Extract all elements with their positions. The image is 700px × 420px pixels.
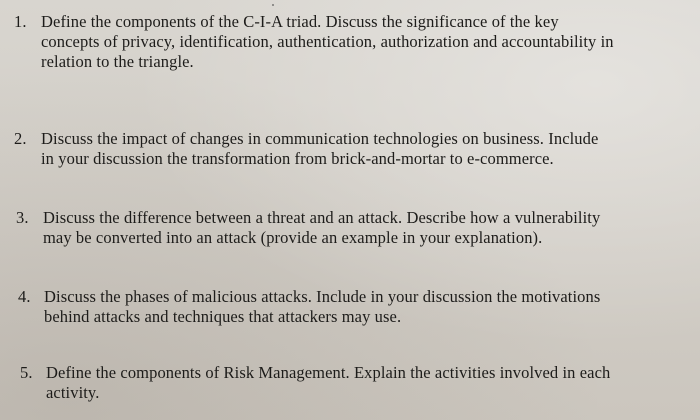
question-3-text	[43, 208, 600, 248]
question-5-text	[46, 363, 610, 403]
question-2-number: 2.	[14, 129, 27, 148]
question-5-line-2: activity.	[46, 383, 100, 402]
question-1-line-2: concepts of privacy, identification, authentication, authorization and accountability in	[41, 32, 614, 51]
question-2-line-2: in your discussion the transformation from brick-and-mortar to e-commerce.	[41, 149, 554, 168]
question-1-text	[41, 12, 614, 72]
question-5-line-1: Define the components of Risk Management. Explain the activities involved in each	[46, 363, 611, 382]
question-4-text	[44, 287, 600, 327]
question-3-line-2: may be converted into an attack (provide an example in your explanation).	[43, 228, 543, 247]
question-4-line-2: behind attacks and techniques that attackers may use.	[44, 307, 402, 326]
question-3-line-1: Discuss the difference between a threat and an attack. Describe how a vulnerability	[43, 208, 601, 227]
question-2-text	[41, 129, 598, 169]
question-4-number: 4.	[18, 287, 31, 306]
question-4-line-1: Discuss the phases of malicious attacks. Include in your discussion the motivations	[44, 287, 601, 306]
question-1-line-3: relation to the triangle.	[41, 52, 194, 71]
question-1-number: 1.	[14, 12, 27, 31]
question-5-number: 5.	[20, 363, 33, 382]
question-3-number: 3.	[16, 208, 29, 227]
question-2-line-1: Discuss the impact of changes in communication technologies on business. Include	[41, 129, 599, 148]
ink-speck	[272, 4, 274, 6]
question-1-line-1: Define the components of the C-I-A triad. Discuss the significance of the key	[41, 12, 559, 31]
